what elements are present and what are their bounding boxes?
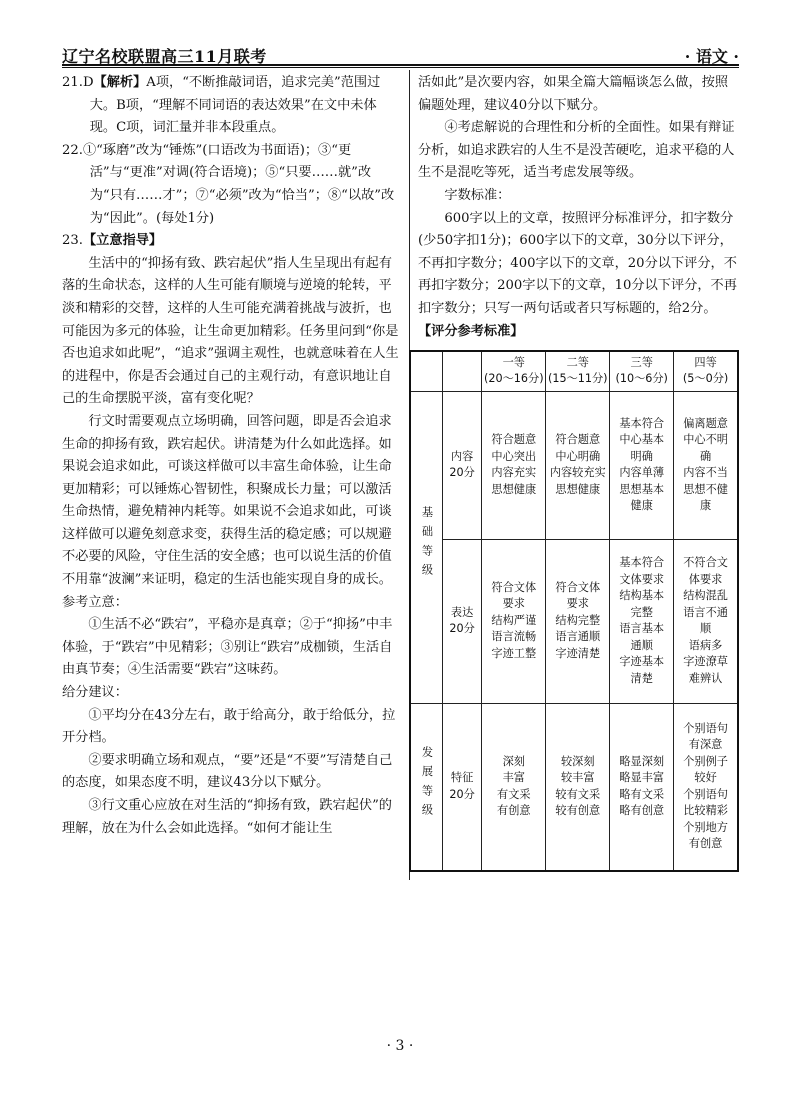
q23-tag: 【立意指导】 xyxy=(82,233,163,249)
cell-content-1 xyxy=(482,391,546,539)
grade-header xyxy=(546,351,610,391)
cell-line: 有创意 xyxy=(688,837,723,851)
cell-expression-2 xyxy=(546,539,610,703)
grade-header xyxy=(674,351,738,391)
cell-line: 深刻 xyxy=(502,754,525,768)
cell-line: 语言通顺 xyxy=(555,630,601,644)
cell-content-2 xyxy=(546,391,610,539)
cell-line: 较有文采 xyxy=(555,787,601,801)
cell-line: 语言流畅 xyxy=(491,630,537,644)
q21-text: A项，“不断推敲词语，追求完美”范围过大。B项，“理解不同词语的表达效果”在文中未体现。C项，词汇量并非本段重点。 xyxy=(89,75,381,136)
cell-line: 内容充实 xyxy=(491,466,537,479)
grade-range: (5～0分) xyxy=(682,372,729,386)
advice-1: ①平均分在43分左右，敢于给高分，敢于给低分，拉开分档。 xyxy=(62,707,396,746)
word-count-title: 字数标准： xyxy=(444,187,511,203)
cell-line: 要求 xyxy=(502,597,525,611)
subject-label: · 语文 · xyxy=(684,47,739,66)
cell-content-4 xyxy=(674,391,738,539)
q21-answer xyxy=(62,72,402,140)
cell-feature-3 xyxy=(610,703,674,871)
cell-line: 符合题意 xyxy=(555,433,601,446)
cell-feature-1 xyxy=(482,703,546,871)
cell-line: 要求 xyxy=(566,597,589,611)
cell-line: 结构完整 xyxy=(555,613,601,627)
row-label: 内容 xyxy=(450,449,474,463)
table-row-content xyxy=(410,391,738,539)
q22-answer: 22.①“琢磨”改为“锤炼”(口语改为书面语)；③“更活”与“更准”对调(符合语境)；⑤“只要……就”改为“只有……才”；⑦“必须”改为“恰当”；⑧“以故”改为“因此”。(每处1分) xyxy=(62,142,395,226)
reference-title: 参考立意： xyxy=(62,594,128,610)
cell-line: 比较精彩 xyxy=(683,804,728,818)
grade-range: (20～16分) xyxy=(484,372,544,386)
table-header-row xyxy=(410,351,738,391)
cell-line: 内容不当 xyxy=(683,466,728,479)
header-rule-thin xyxy=(62,67,739,68)
cell-line: 符合题意 xyxy=(491,433,537,446)
grade-range: (15～11分) xyxy=(547,372,608,386)
advice-4: ④考虑解说的合理性和分析的全面性。如果有辩证分析，如追求跌宕的人生不是没苦硬吃，追求平稳的人生不是混吃等死，适当考虑发展等级。 xyxy=(418,120,735,181)
q23-number: 23. xyxy=(62,233,83,249)
advice-3: ③行文重心应放在对生活的“抑扬有致，跌宕起伏”的理解，放在为什么会如此选择。“如何才能让生 xyxy=(62,798,392,836)
cell-line: 基本符合 xyxy=(619,416,665,430)
header-rule xyxy=(62,64,739,66)
table-row-feature xyxy=(410,703,738,871)
cell-line: 明确 xyxy=(630,449,653,463)
row-label-content xyxy=(442,391,481,539)
guide-paragraph-2: 行文时需要观点立场明确，回答问题，即是否会追求生命的抑扬有致，跌宕起伏。讲清楚为什么如此选择。如果说会追求如此，可谈这样做可以丰富生命体验，让生命更加精彩；可以锤炼心智韧性，积聚成长力量；可以激活生命热情，避免精神内耗等。如果说不会追求如此，可谈这样做可以避免刻意求变，获得生活的稳定感；可以规避不必要的风险，守住生活的安全感；也可以说生活的价值不用靠“波澜”来证明，稳定的生活也能实现自身的成长。 xyxy=(62,413,392,588)
cell-line: 确 xyxy=(699,449,712,463)
cell-line: 思想基本 xyxy=(619,482,665,496)
cell-line: 略有创意 xyxy=(619,804,665,818)
guide-paragraph-1: 生活中的“抑扬有致、跌宕起伏”指人生呈现出有起有落的生命状态，这样的人生可能有顺境与逆境的轮转，平淡和精彩的交替，这样的人生可能充满着挑战与波折，也可能因为多元的体验，让生命更加精彩。任务里问到“你是否也追求如此呢”，“追求”强调主观性，也就意味着在人生的进程中，你是否会通过自己的主观行动，有意识地让自己的生命摆脱平淡，富有变化呢？ xyxy=(62,255,399,407)
right-column xyxy=(418,72,738,343)
cell-line: 略显丰富 xyxy=(619,771,665,785)
cell-line: 难辨认 xyxy=(688,671,723,685)
page-header xyxy=(62,14,739,64)
dev-level-text: 发展等级 xyxy=(420,745,434,823)
cell-line: 较深刻 xyxy=(560,754,595,768)
cell-line: 顺 xyxy=(699,622,712,635)
cell-line: 健康 xyxy=(630,499,653,512)
table-row-expression xyxy=(410,539,738,703)
corner-cell xyxy=(410,351,442,391)
cell-line: 较丰富 xyxy=(560,771,595,785)
grade-name: 一等 xyxy=(502,355,525,369)
cell-line: 符合文体 xyxy=(491,580,537,594)
corner-cell-2 xyxy=(442,351,481,391)
grade-name: 三等 xyxy=(630,355,653,369)
table-title: 【评分参考标准】 xyxy=(418,323,524,339)
cell-line: 字迹清楚 xyxy=(555,646,601,660)
cell-line: 语言不通 xyxy=(683,605,728,619)
cell-line: 内容较充实 xyxy=(549,466,606,479)
cell-line: 不符合文 xyxy=(683,556,728,569)
grade-header xyxy=(610,351,674,391)
advice-2: ②要求明确立场和观点，“要”还是“不要”写清楚自己的态度，如果态度不明，建议43分以下赋分。 xyxy=(62,752,393,791)
cell-line: 个别语句 xyxy=(683,721,728,735)
grade-name: 四等 xyxy=(694,355,717,369)
cell-line: 文体要求 xyxy=(619,572,665,586)
basic-level-text: 基础等级 xyxy=(420,505,434,583)
advice-title: 给分建议： xyxy=(62,685,128,701)
cell-line: 中心基本 xyxy=(619,433,665,446)
word-count-text: 600字以上的文章，按照评分标准评分，扣字数分(少50字扣1分)；600字以下的文章，30分以下评分，不再扣字数分；400字以下的文章，20分以下评分，不再扣字数分；200字以下的文章，10分以下评分，不再扣字数分；只写一两句话或者只写标题的，给2分。 xyxy=(418,210,737,316)
exam-title: 辽宁名校联盟高三11月联考 xyxy=(62,47,267,66)
cell-line: 结构混乱 xyxy=(683,589,728,602)
grade-header xyxy=(482,351,546,391)
cell-feature-2 xyxy=(546,703,610,871)
cell-line: 康 xyxy=(699,499,712,512)
page-number: · 3 · xyxy=(386,1038,414,1054)
reference-text: ①生活不必“跌宕”，平稳亦是真章；②于“抑扬”中丰体验，于“跌宕”中见精彩；③别让“跌宕”成枷锁，生活自由真节奏；④生活需要“跌宕”这味药。 xyxy=(62,617,393,678)
q21-number: 21.D xyxy=(62,75,94,90)
cell-line: 语病多 xyxy=(688,638,723,652)
cell-line: 有文采 xyxy=(497,787,531,801)
cell-line: 略有文采 xyxy=(619,787,665,801)
cell-expression-4 xyxy=(674,539,738,703)
cell-line: 中心不明 xyxy=(683,433,728,446)
cell-line: 有创意 xyxy=(497,804,531,818)
cell-feature-4 xyxy=(674,703,738,871)
cell-line: 基本符合 xyxy=(619,556,665,569)
cell-line: 个别语句 xyxy=(683,787,728,801)
cell-line: 有深意 xyxy=(688,738,723,752)
row-points: 20分 xyxy=(449,466,475,479)
cell-line: 丰富 xyxy=(502,771,525,785)
basic-level-label xyxy=(410,391,442,703)
row-points: 20分 xyxy=(449,787,475,801)
cell-line: 语言基本 xyxy=(619,622,665,635)
cell-line: 中心明确 xyxy=(555,449,601,463)
scoring-table xyxy=(409,350,739,872)
cell-line: 体要求 xyxy=(688,572,723,586)
cell-line: 个别例子 xyxy=(683,754,728,768)
cell-line: 通顺 xyxy=(630,638,653,652)
dev-level-label xyxy=(410,703,442,871)
cell-line: 符合文体 xyxy=(555,580,601,594)
grade-name: 二等 xyxy=(566,355,589,369)
grade-range: (10～6分) xyxy=(615,372,668,386)
cell-line: 略显深刻 xyxy=(619,754,665,768)
cell-line: 较有创意 xyxy=(555,804,601,818)
row-points: 20分 xyxy=(449,622,475,635)
cell-line: 结构基本 xyxy=(619,589,665,602)
cell-line: 内容单薄 xyxy=(619,466,665,479)
cell-line: 中心突出 xyxy=(491,449,537,463)
cell-line: 思想健康 xyxy=(555,482,601,496)
cell-line: 偏离题意 xyxy=(683,416,728,430)
cell-line: 结构严谨 xyxy=(491,613,537,627)
cell-line: 思想不健 xyxy=(683,482,728,496)
cell-line: 字迹基本 xyxy=(619,655,665,668)
row-label: 表达 xyxy=(450,605,474,619)
cell-line: 清楚 xyxy=(630,671,653,685)
cell-content-3 xyxy=(610,391,674,539)
row-label-feature xyxy=(442,703,481,871)
cell-line: 完整 xyxy=(630,605,653,619)
cell-line: 思想健康 xyxy=(491,482,537,496)
cell-line: 字迹潦草 xyxy=(683,655,728,668)
cell-expression-3 xyxy=(610,539,674,703)
cell-line: 较好 xyxy=(694,771,717,785)
left-column xyxy=(62,72,402,840)
q23-heading xyxy=(62,230,402,253)
q21-tag: 【解析】 xyxy=(93,75,147,90)
row-label: 特征 xyxy=(450,771,474,785)
row-label-expression xyxy=(442,539,481,703)
cell-line: 字迹工整 xyxy=(491,646,537,660)
advice-3-continued: 活如此”是次要内容，如果全篇大篇幅谈怎么做，按照偏题处理，建议40分以下赋分。 xyxy=(418,75,729,113)
cell-expression-1 xyxy=(482,539,546,703)
cell-line: 个别地方 xyxy=(683,820,728,834)
